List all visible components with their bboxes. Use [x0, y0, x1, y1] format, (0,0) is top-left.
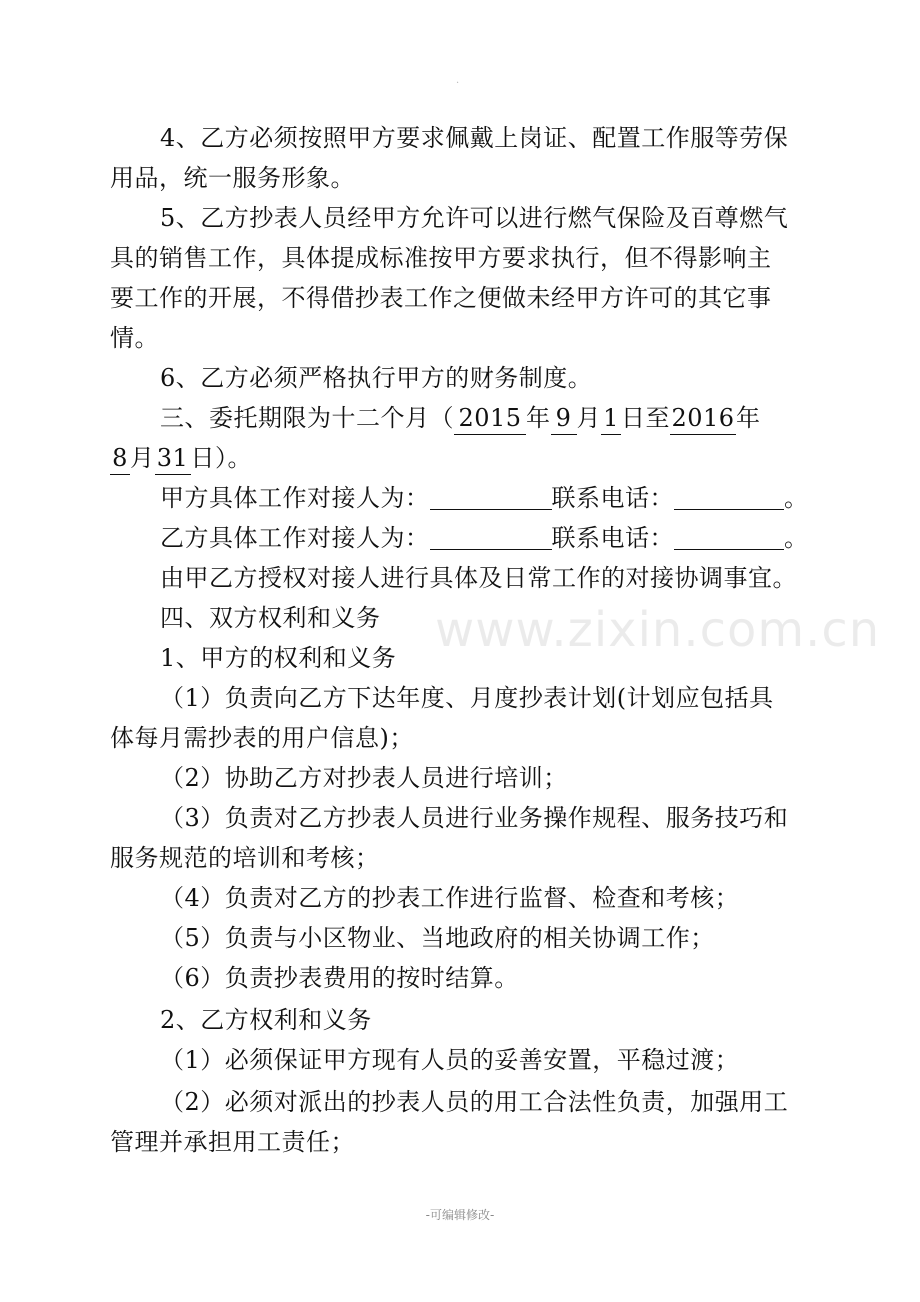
term-start-month: 9	[551, 402, 577, 435]
party-a-item-1-line-1: （1）负责向乙方下达年度、月度抄表计划(计划应包括具	[160, 684, 774, 712]
term-month-label: 月	[576, 404, 601, 432]
party-b-item-1: （1）必须保证甲方现有人员的妥善安置，平稳过渡；	[160, 1046, 740, 1074]
clause-5-line-3: 要工作的开展，不得借抄表工作之便做未经甲方许可的其它事	[110, 284, 772, 312]
watermark: www.zixin.com.cn	[435, 602, 881, 658]
party-b-item-2-line-1: （2）必须对派出的抄表人员的用工合法性负责，加强用工	[160, 1088, 789, 1116]
party-a-item-2: （2）协助乙方对抄表人员进行培训；	[160, 764, 568, 792]
party-b-contact-blank[interactable]	[430, 521, 552, 550]
party-a-phone-blank[interactable]	[674, 481, 784, 510]
party-a-contact-label: 甲方具体工作对接人为：	[160, 484, 430, 512]
page-footer: -可编辑修改-	[425, 1208, 495, 1222]
party-b-contact-line	[160, 518, 850, 558]
term-line-2	[110, 438, 800, 478]
party-a-item-3-line-1: （3）负责对乙方抄表人员进行业务操作规程、服务技巧和	[160, 804, 789, 832]
section-4-title: 四、双方权利和义务	[160, 604, 381, 632]
header-mark: ·	[456, 78, 460, 89]
clause-5-line-1: 5、乙方抄表人员经甲方允许可以进行燃气保险及百尊燃气	[160, 204, 789, 232]
party-a-item-4: （4）负责对乙方的抄表工作进行监督、检查和考核；	[160, 884, 740, 912]
party-a-end-mark: 。	[784, 484, 809, 512]
party-a-item-5: （5）负责与小区物业、当地政府的相关协调工作；	[160, 924, 715, 952]
party-a-contact-line	[160, 478, 850, 518]
clause-4-line-2: 用品，统一服务形象。	[110, 164, 355, 192]
clause-5-line-2: 具的销售工作，具体提成标准按甲方要求执行，但不得影响主	[110, 244, 772, 272]
term-end-month: 8	[110, 442, 130, 475]
party-b-phone-blank[interactable]	[674, 521, 784, 550]
term-suffix: 日）。	[190, 444, 252, 472]
party-b-contact-label: 乙方具体工作对接人为：	[160, 524, 430, 552]
party-a-contact-blank[interactable]	[430, 481, 552, 510]
party-a-item-6: （6）负责抄表费用的按时结算。	[160, 964, 519, 992]
term-day-to-label: 日至	[621, 404, 670, 432]
party-a-item-3-line-2: 服务规范的培训和考核；	[110, 844, 380, 872]
term-end-month-label: 月	[130, 444, 155, 472]
clause-6-line: 6、乙方必须严格执行甲方的财务制度。	[160, 364, 593, 392]
party-b-item-2-line-2: 管理并承担用工责任；	[110, 1128, 355, 1156]
clause-5-line-4: 情。	[110, 324, 159, 352]
clause-4-line-1: 4、乙方必须按照甲方要求佩戴上岗证、配置工作服等劳保	[160, 124, 789, 152]
party-a-phone-label: 联系电话：	[551, 484, 674, 512]
term-start-day: 1	[601, 402, 621, 435]
term-end-year: 2016	[670, 402, 736, 435]
party-b-phone-label: 联系电话：	[551, 524, 674, 552]
term-year-label: 年	[526, 404, 551, 432]
term-line-1	[160, 398, 850, 438]
term-prefix: 三、委托期限为十二个月（	[160, 404, 454, 432]
party-a-item-1-line-2: 体每月需抄表的用户信息)；	[110, 724, 414, 752]
term-start-year: 2015	[454, 402, 526, 435]
term-end-day: 31	[155, 442, 191, 475]
term-end-year-label: 年	[736, 404, 761, 432]
party-b-rights-title: 2、乙方权利和义务	[160, 1006, 372, 1034]
party-b-end-mark: 。	[784, 524, 809, 552]
party-a-rights-title: 1、甲方的权利和义务	[160, 644, 397, 672]
coordination-line: 由甲乙方授权对接人进行具体及日常工作的对接协调事宜。	[160, 564, 797, 592]
